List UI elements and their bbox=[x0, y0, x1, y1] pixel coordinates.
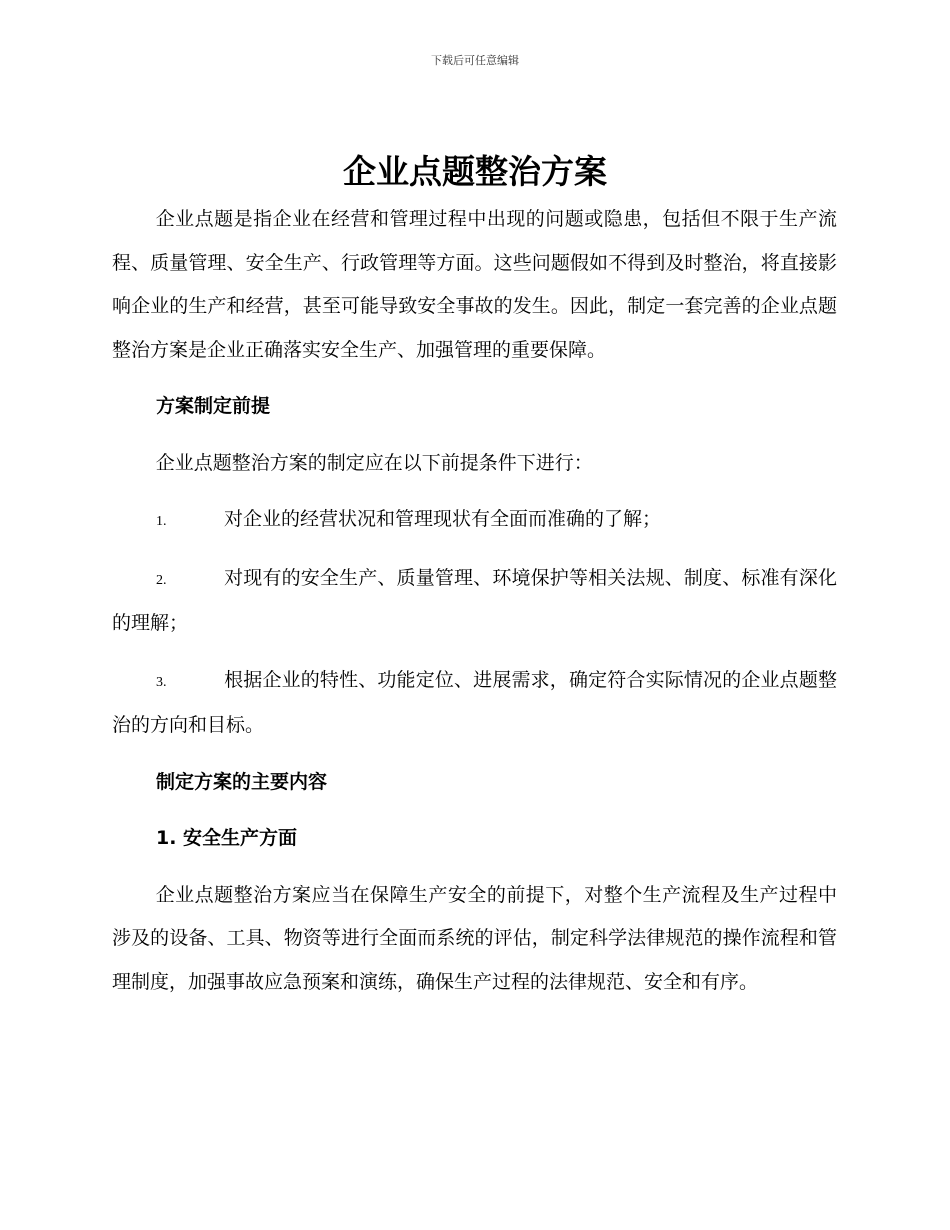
section-heading-main-content: 制定方案的主要内容 bbox=[156, 770, 328, 793]
spacer bbox=[112, 429, 837, 442]
section-heading-premise: 方案制定前提 bbox=[156, 395, 271, 417]
list-item-text: 对企业的经营状况和管理现状有全面而准确的了解； bbox=[224, 508, 662, 530]
list-item-number: 2. bbox=[156, 572, 167, 588]
document-body bbox=[112, 198, 837, 1004]
intro-paragraph: 企业点题是指企业在经营和管理过程中出现的问题或隐患，包括但不限于生产流程、质量管理、安全生产、行政管理等方面。这些问题假如不得到及时整治，将直接影响企业的生产和经营，甚至可能导致安全事故的发生。因此，制定一套完善的企业点题整治方案是企业正确落实安全生产、加强管理的重要保障。 bbox=[112, 208, 837, 361]
document-title: 企业点题整治方案 bbox=[343, 152, 607, 191]
spacer bbox=[112, 544, 837, 557]
spacer bbox=[112, 804, 837, 817]
spacer bbox=[112, 748, 837, 761]
spacer bbox=[112, 372, 837, 385]
spacer bbox=[112, 646, 837, 659]
spacer bbox=[112, 485, 837, 498]
list-item bbox=[112, 498, 837, 544]
list-item-text: 对现有的安全生产、质量管理、环境保护等相关法规、制度、标准有深化的理解； bbox=[112, 566, 837, 634]
premise-lead-paragraph: 企业点题整治方案的制定应在以下前提条件下进行： bbox=[155, 451, 593, 474]
list-item bbox=[112, 659, 837, 748]
list-item bbox=[112, 557, 837, 646]
list-item-text: 根据企业的特性、功能定位、进展需求，确定符合实际情况的企业点题整治的方向和目标。 bbox=[112, 668, 837, 736]
list-item-number: 3. bbox=[156, 674, 167, 690]
subsection-heading-safety: 1. 安全生产方面 bbox=[156, 827, 298, 849]
page-header: 下载后可任意编辑 bbox=[431, 54, 519, 67]
list-item-number: 1. bbox=[156, 514, 167, 529]
spacer bbox=[112, 861, 837, 874]
safety-paragraph: 企业点题整治方案应当在保障生产安全的前提下，对整个生产流程及生产过程中涉及的设备、工具、物资等进行全面而系统的评估，制定科学法律规范的操作流程和管理制度，加强事故应急预案和演练，确保生产过程的法律规范、安全和有序。 bbox=[112, 883, 837, 993]
